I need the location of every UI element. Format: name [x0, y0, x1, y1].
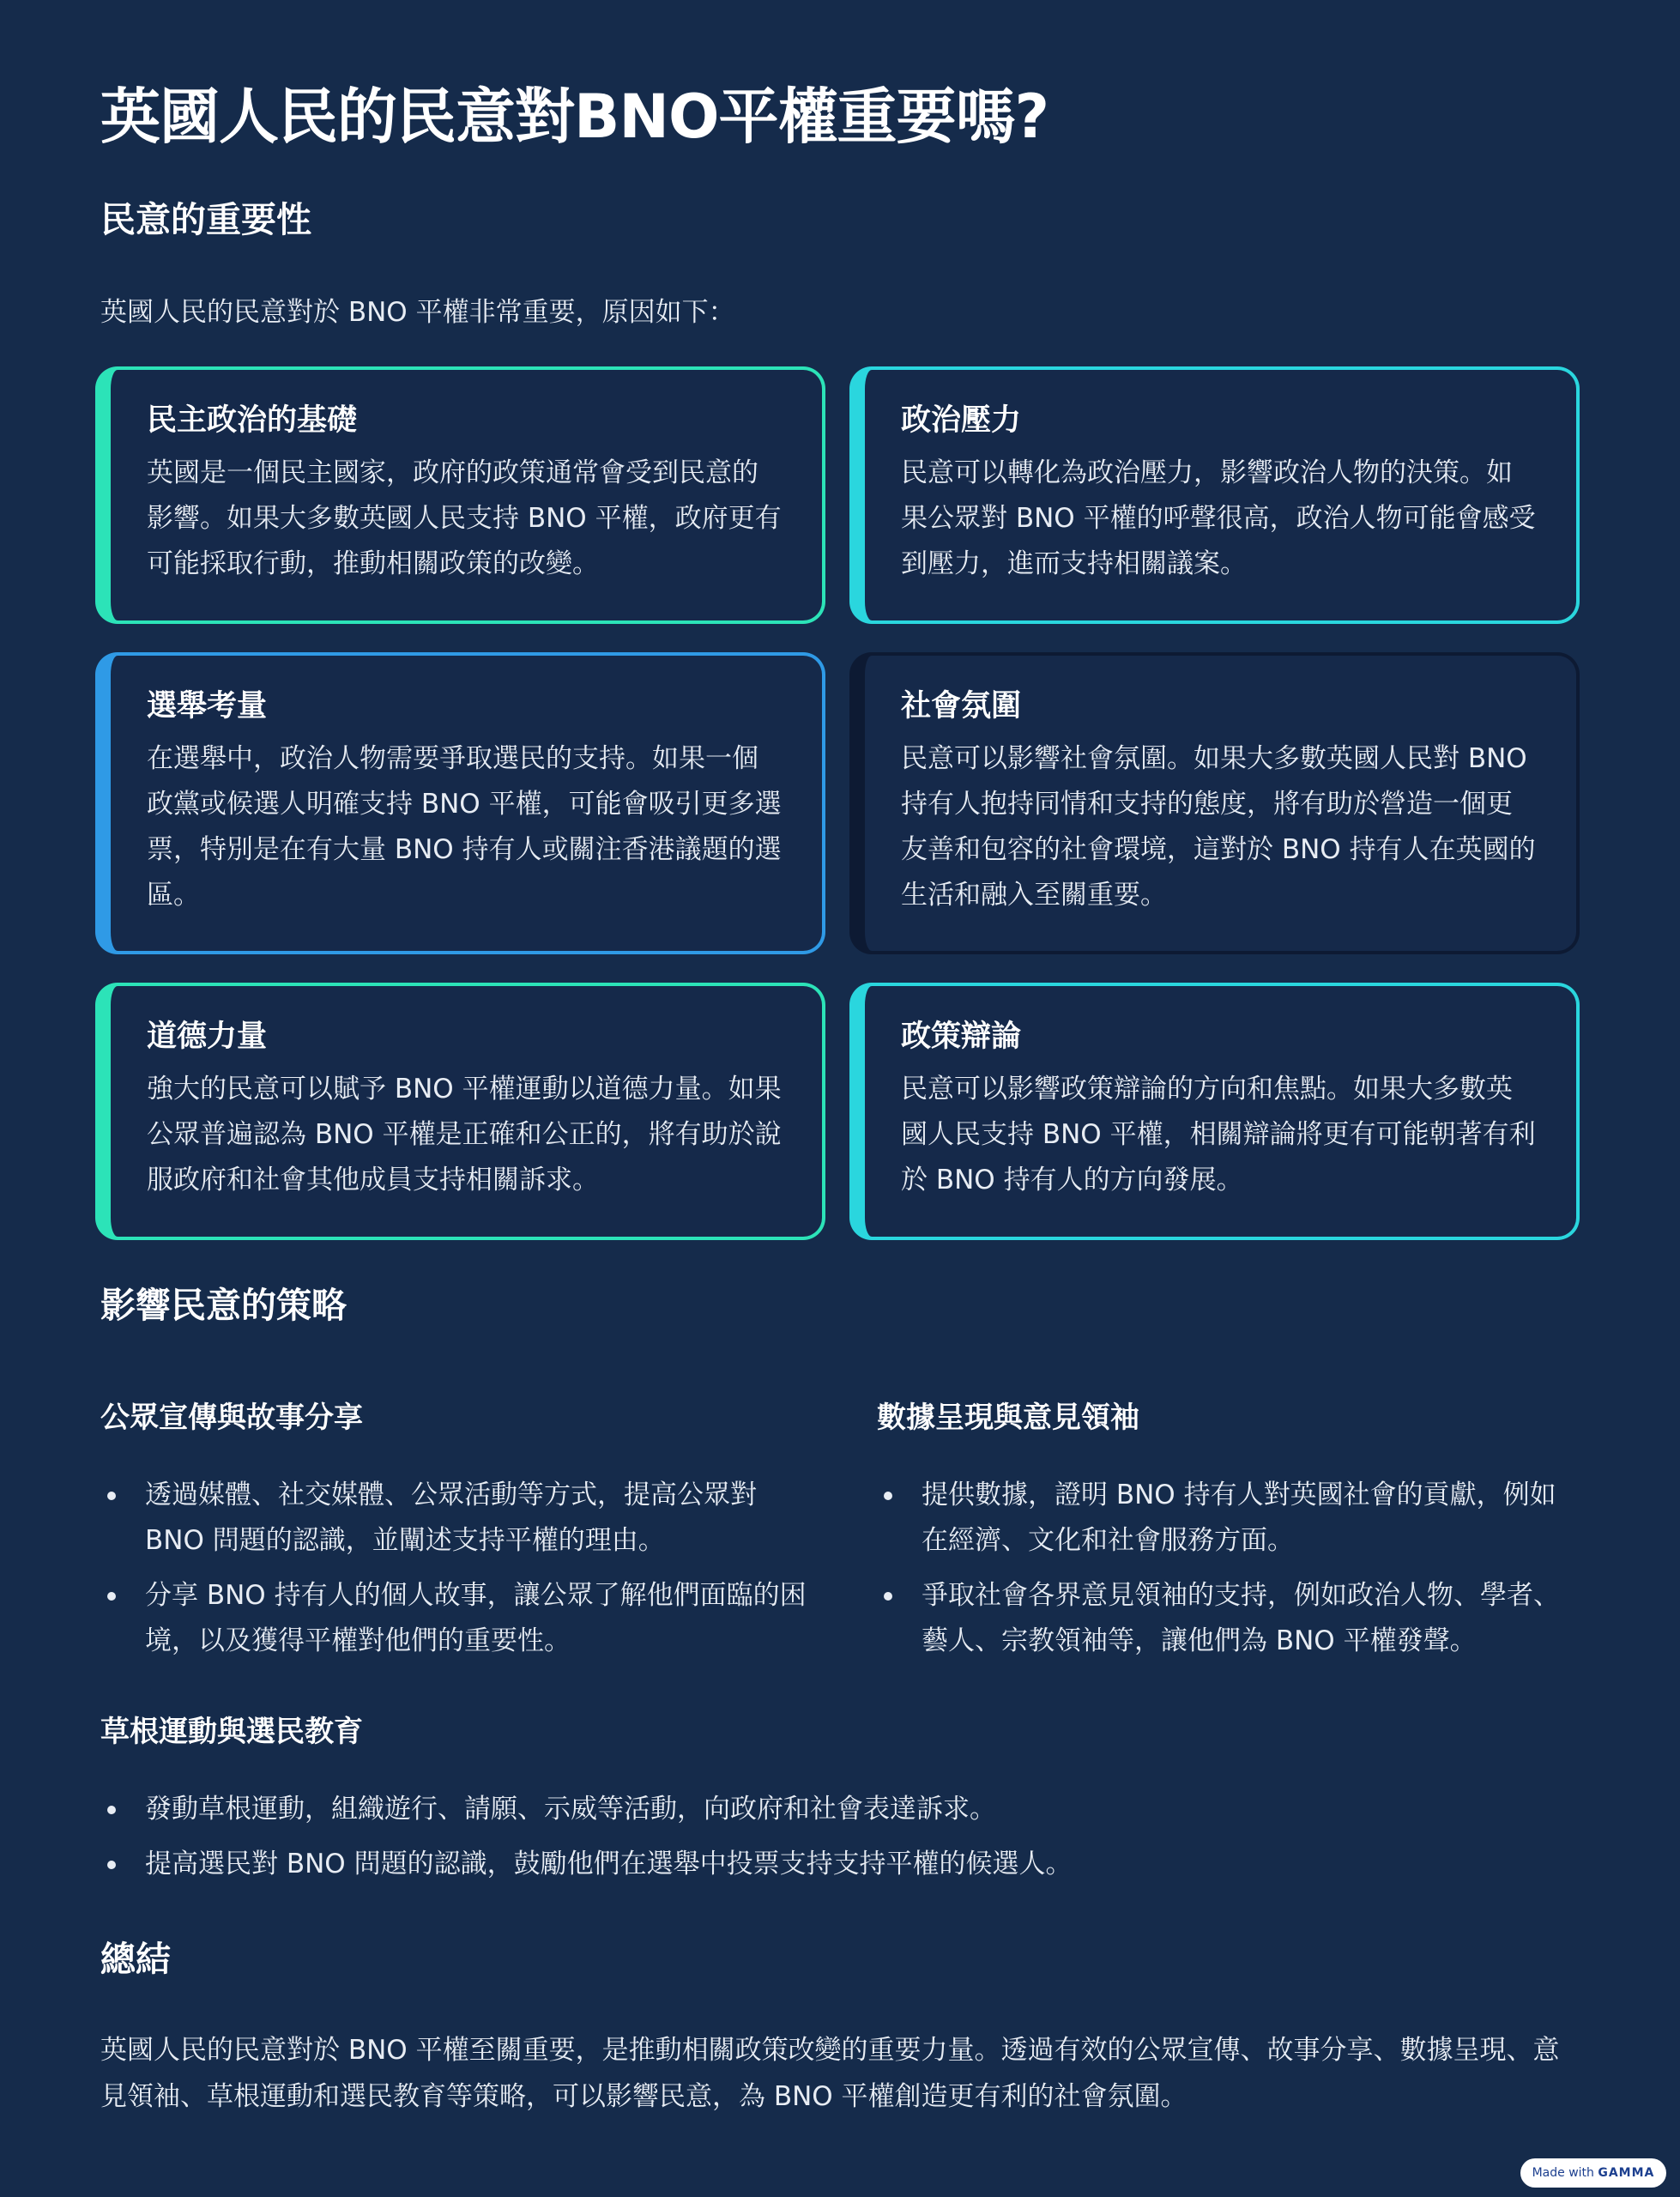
bullet-icon	[107, 1806, 116, 1814]
gamma-logo: GAMMA	[1598, 2166, 1655, 2180]
card-political-pressure	[849, 366, 1580, 624]
strategy-data-heading: 數據呈現與意見領袖	[877, 1401, 1139, 1435]
bullet-icon	[107, 1861, 116, 1869]
list-item: 透過媒體、社交媒體、公眾活動等方式，提高公眾對 BNO 問題的認識，並闡述支持平權的理由。	[100, 1473, 821, 1564]
card-democracy	[95, 366, 825, 624]
bullet-icon	[884, 1592, 892, 1601]
importance-heading: 民意的重要性	[100, 199, 311, 240]
card-body: 在選舉中，政治人物需要爭取選民的支持。如果一個政黨或候選人明確支持 BNO 平權，可能會吸引更多選票，特別是在有大量 BNO 持有人或關注香港議題的選區。	[147, 743, 782, 911]
page-title: 英國人民的民意對BNO平權重要嗎?	[100, 82, 1049, 152]
strategy-data-list	[877, 1473, 1580, 1664]
list-item: 提高選民對 BNO 問題的認識，鼓勵他們在選舉中投票支持支持平權的候選人。	[100, 1842, 1593, 1887]
bullet-icon	[107, 1492, 116, 1500]
strategy-publicity-heading: 公眾宣傳與故事分享	[100, 1401, 363, 1435]
card-title: 政治壓力	[901, 403, 1022, 438]
card-election	[95, 652, 825, 954]
card-title: 政策辯論	[901, 1020, 1022, 1054]
card-body: 民意可以影響社會氛圍。如果大多數英國人民對 BNO 持有人抱持同情和支持的態度，將有助於營造一個更友善和包容的社會環境，這對於 BNO 持有人在英國的生活和融入至關重要。	[901, 743, 1536, 911]
card-body: 英國是一個民主國家，政府的政策通常會受到民意的影響。如果大多數英國人民支持 BNO 平權，政府更有可能採取行動，推動相關政策的改變。	[147, 457, 782, 579]
card-title: 社會氛圍	[901, 689, 1022, 723]
strategy-grassroots	[100, 1711, 1593, 1897]
list-item: 爭取社會各界意見領袖的支持，例如政治人物、學者、藝人、宗教領袖等，讓他們為 BNO 平權發聲。	[877, 1573, 1580, 1664]
bullet-icon	[884, 1492, 892, 1500]
strategy-publicity	[100, 1397, 821, 1673]
card-social-climate	[849, 652, 1580, 954]
card-body: 民意可以轉化為政治壓力，影響政治人物的決策。如果公眾對 BNO 平權的呼聲很高，政治人物可能會感受到壓力，進而支持相關議案。	[901, 457, 1536, 579]
strategy-grassroots-list	[100, 1787, 1593, 1887]
strategy-publicity-list	[100, 1473, 821, 1664]
card-body: 強大的民意可以賦予 BNO 平權運動以道德力量。如果公眾普遍認為 BNO 平權是正確和公正的，將有助於說服政府和社會其他成員支持相關訴求。	[147, 1074, 782, 1195]
list-item: 提供數據，證明 BNO 持有人對英國社會的貢獻，例如在經濟、文化和社會服務方面。	[877, 1473, 1580, 1564]
made-with-gamma-badge[interactable]	[1520, 2158, 1666, 2188]
card-body: 民意可以影響政策辯論的方向和焦點。如果大多數英國人民支持 BNO 平權，相關辯論將更有可能朝著有利於 BNO 持有人的方向發展。	[901, 1074, 1536, 1195]
list-item: 分享 BNO 持有人的個人故事，讓公眾了解他們面臨的困境，以及獲得平權對他們的重要性。	[100, 1573, 821, 1664]
importance-intro: 英國人民的民意對於 BNO 平權非常重要，原因如下：	[100, 297, 735, 328]
card-title: 民主政治的基礎	[147, 403, 358, 438]
strategies-heading: 影響民意的策略	[100, 1285, 347, 1326]
list-item: 發動草根運動，組織遊行、請願、示威等活動，向政府和社會表達訴求。	[100, 1787, 1593, 1832]
card-title: 道德力量	[147, 1020, 268, 1054]
conclusion-heading: 總結	[100, 1939, 171, 1980]
conclusion-body: 英國人民的民意對於 BNO 平權至關重要，是推動相關政策改變的重要力量。透過有效的公眾宣傳、故事分享、數據呈現、意見領袖、草根運動和選民教育等策略，可以影響民意，為 BNO 平權創造更有利的社會氛圍。	[100, 2035, 1560, 2112]
card-policy-debate	[849, 983, 1580, 1240]
strategy-data	[877, 1397, 1580, 1673]
card-title: 選舉考量	[147, 689, 268, 723]
strategy-grassroots-heading: 草根運動與選民教育	[100, 1715, 363, 1749]
badge-prefix: Made with	[1532, 2166, 1594, 2180]
card-moral-power	[95, 983, 825, 1240]
bullet-icon	[107, 1592, 116, 1601]
